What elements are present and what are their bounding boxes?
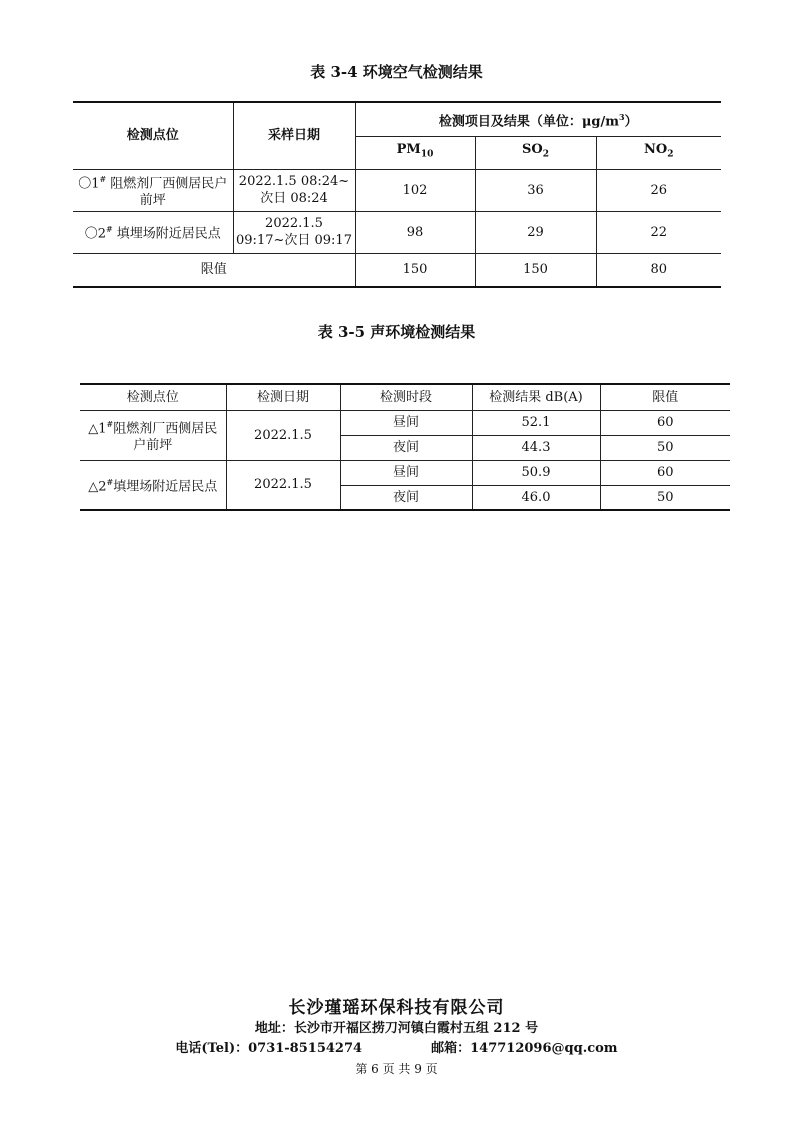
limit-row	[73, 253, 721, 287]
footer-address: 地址：长沙市开福区捞刀河镇白霞村五组 212 号	[254, 1021, 539, 1036]
header-location: 检测点位	[80, 384, 226, 410]
row-period: 昼间	[340, 410, 472, 435]
row-date: 2022.1.5 09:17~次日 09:17	[233, 211, 355, 253]
header-date: 检测日期	[226, 384, 340, 410]
header-limit: 限值	[600, 384, 730, 410]
row-period: 夜间	[340, 435, 472, 460]
header-items-group: 检测项目及结果（单位：$\mu g/m^3$）	[355, 102, 721, 136]
table-3-4-title: 表 3-4 环境空气检测结果	[310, 63, 483, 81]
row-location: △2#填埋场附近居民点	[80, 460, 226, 510]
limit-pm10: 150	[355, 253, 475, 287]
table-row	[73, 169, 721, 211]
air-quality-table	[73, 101, 721, 288]
row-location: 〇2# 填埋场附近居民点	[73, 211, 233, 253]
row-limit: 50	[600, 485, 730, 510]
header-sampling-date: 采样日期	[233, 102, 355, 169]
row-location: △1#阻燃剂厂西侧居民户前坪	[80, 410, 226, 460]
row-result: 46.0	[472, 485, 600, 510]
header-location: 检测点位	[73, 102, 233, 169]
row-pm10: 102	[355, 169, 475, 211]
row-so2: 29	[475, 211, 596, 253]
row-pm10: 98	[355, 211, 475, 253]
header-result: 检测结果 dB(A)	[472, 384, 600, 410]
page-number: 第 6 页 共 9 页	[355, 1062, 438, 1076]
row-period: 夜间	[340, 485, 472, 510]
row-period: 昼间	[340, 460, 472, 485]
row-limit: 60	[600, 410, 730, 435]
row-no2: 26	[596, 169, 721, 211]
limit-label: 限值	[73, 253, 355, 287]
row-location: 〇1# 阻燃剂厂西侧居民户前坪	[73, 169, 233, 211]
header-so2: $SO_2$	[475, 136, 596, 169]
row-limit: 50	[600, 435, 730, 460]
row-limit: 60	[600, 460, 730, 485]
row-no2: 22	[596, 211, 721, 253]
row-date: 2022.1.5 08:24~次日 08:24	[233, 169, 355, 211]
table-3-5-title: 表 3-5 声环境检测结果	[317, 323, 476, 341]
footer-email: 邮箱：147712096@qq.com	[431, 1041, 618, 1056]
table-row	[80, 410, 730, 435]
noise-table	[80, 383, 730, 511]
limit-no2: 80	[596, 253, 721, 287]
row-so2: 36	[475, 169, 596, 211]
header-pm10: $PM_{10}$	[355, 136, 475, 169]
header-no2: $NO_2$	[596, 136, 721, 169]
footer-contact	[0, 1037, 793, 1056]
footer-tel: 电话(Tel)：0731-85154274	[175, 1041, 363, 1056]
header-period: 检测时段	[340, 384, 472, 410]
table-row	[80, 460, 730, 485]
row-result: 52.1	[472, 410, 600, 435]
footer-company: 长沙瑾瑶环保科技有限公司	[288, 998, 505, 1018]
row-date: 2022.1.5	[226, 410, 340, 460]
row-date: 2022.1.5	[226, 460, 340, 510]
limit-so2: 150	[475, 253, 596, 287]
table-row	[73, 211, 721, 253]
row-result: 44.3	[472, 435, 600, 460]
row-result: 50.9	[472, 460, 600, 485]
